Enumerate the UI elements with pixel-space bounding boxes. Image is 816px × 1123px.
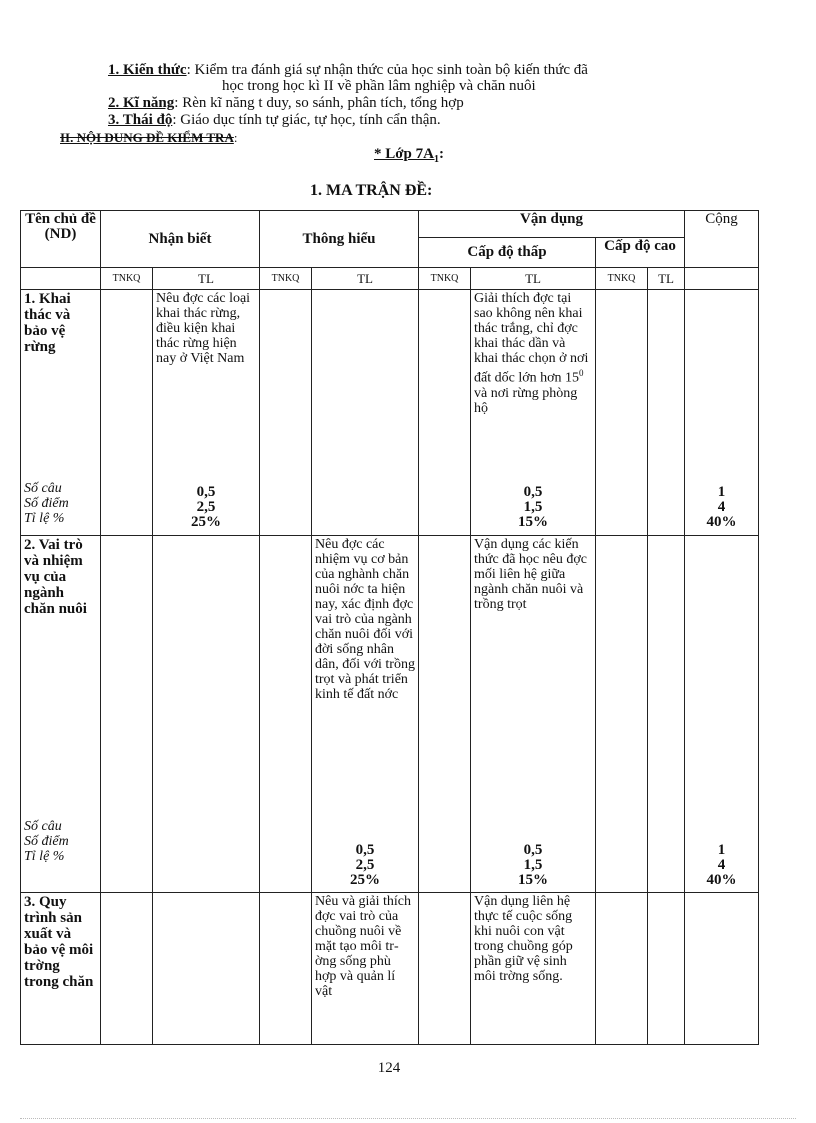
label-ratio: Tỉ lệ %: [24, 849, 65, 864]
stat-ratio: 40%: [706, 514, 737, 530]
topic-title: 3. Quy trình sản xuất và bảo vệ môi trờng trong chăn: [21, 893, 101, 1045]
stat-count: 0,5: [196, 484, 216, 500]
header-recognize: Nhận biết: [101, 211, 260, 268]
recognize-text: Nêu đợc các loại khai thác rừng, điều kiện khai thác rừng hiện nay ở Việt Nam: [156, 291, 251, 366]
matrix-title-colon: :: [427, 182, 433, 199]
cell-empty: [596, 893, 648, 1045]
low-text: [474, 291, 592, 416]
section-2-colon: :: [233, 130, 238, 145]
stat-ratio: 15%: [518, 872, 549, 888]
understand-cell: Nêu và giải thích đợc vai trò của chuồng nuôi về mặt tạo môi trờng sống phù hợp và quản lí vật: [312, 893, 419, 1045]
low-wrap: [474, 291, 592, 534]
topic-title: 1. Khai thác và bảo vệ rừng: [24, 291, 71, 355]
tnkq-1: TNKQ: [101, 268, 153, 290]
recognize-cell: [153, 290, 260, 536]
low-cell: [471, 290, 596, 536]
class-name: * Lớp 7A: [374, 146, 434, 162]
attitude-label: 3. Thái độ: [108, 112, 173, 128]
low-text-sup: 0: [579, 368, 584, 378]
stat-ratio: 25%: [191, 514, 221, 530]
cell-empty: [260, 290, 312, 536]
low-stats: [474, 485, 592, 530]
recognize-wrap: [156, 291, 256, 534]
tl-1: TL: [153, 268, 260, 290]
recognize-cell: [153, 536, 260, 893]
table-row: [21, 536, 759, 893]
header-apply: Vận dụng: [419, 211, 685, 238]
topic-title: 2. Vai trò và nhiệm vụ của ngành chăn nuôi: [24, 537, 87, 617]
cell-empty: [419, 536, 471, 893]
low-text-end: và nơi rừng phòng hộ: [474, 385, 578, 416]
stat-count: 0,5: [523, 842, 543, 858]
total-wrap: [688, 537, 755, 891]
label-count: Số câu: [24, 819, 62, 834]
header-topic: Tên chủ đề (ND): [21, 211, 101, 268]
label-ratio: Tỉ lệ %: [24, 511, 65, 526]
skill-label: 2. Kĩ năng: [108, 95, 175, 111]
topic-cell: [21, 536, 101, 893]
page-number: 124: [377, 1060, 401, 1076]
low-cell: Vận dụng liên hệ thực tế cuộc sống khi nuôi con vật trong chuồng góp phần giữ vệ sinh môi trờng sống.: [471, 893, 596, 1045]
stat-score: 1,5: [523, 499, 543, 515]
stat-score: 4: [717, 857, 726, 873]
table-row: [21, 893, 759, 1045]
header-row-3: [21, 268, 759, 290]
class-colon: :: [439, 146, 444, 162]
attitude-text: : Giáo dục tính tự giác, tự học, tính cẩn thận.: [172, 112, 441, 128]
class-title-text: [374, 146, 439, 165]
skill-line: [108, 95, 464, 112]
page-bottom-divider: [20, 1118, 796, 1119]
recognize-cell: [153, 893, 260, 1045]
topic-cell: [21, 290, 101, 536]
tnkq-4: TNKQ: [596, 268, 648, 290]
skill-text: : Rèn kĩ năng t duy, so sánh, phân tích, tổng hợp: [174, 95, 464, 111]
knowledge-text: : Kiểm tra đánh giá sự nhận thức của học sinh toàn bộ kiến thức đã: [186, 62, 588, 78]
tnkq-3: TNKQ: [419, 268, 471, 290]
low-stats: [474, 843, 592, 888]
understand-stats: [315, 843, 415, 888]
total-wrap: [688, 291, 755, 534]
class-title: [374, 146, 444, 168]
cell-empty: [648, 893, 685, 1045]
stat-count: 0,5: [523, 484, 543, 500]
cell-empty: [648, 536, 685, 893]
header-understand: Thông hiểu: [260, 211, 419, 268]
total-cell: [685, 536, 759, 893]
total-empty: [685, 268, 759, 290]
cell-empty: [419, 893, 471, 1045]
class-subscript: 1: [434, 154, 439, 165]
knowledge-label: 1. Kiến thức: [108, 62, 187, 78]
total-cell: [685, 290, 759, 536]
stat-count: 1: [717, 842, 726, 858]
total-stats: [688, 485, 755, 530]
stat-ratio: 25%: [350, 872, 380, 888]
header-low: Cấp độ thấp: [419, 238, 596, 268]
stat-ratio: 15%: [518, 514, 549, 530]
topic-wrap: [24, 537, 97, 891]
low-text-main: Giải thích đợc tại sao không nên khai thác trắng, chỉ đợc khai thác dần và khai thác chọn ở nơi đất dốc lớn hơn 15: [474, 291, 589, 386]
tnkq-2: TNKQ: [260, 268, 312, 290]
understand-text: Nêu đợc các nhiệm vụ cơ bản của nghành chăn nuôi nớc ta hiện nay, xác định đợc vai trò của ngành chăn nuôi đối với đời sống nhân dân, đối với trồng trọt và phát triển kinh tế đất nớc: [315, 537, 415, 702]
header-row-1: [21, 211, 759, 238]
tl-4: TL: [648, 268, 685, 290]
tl-3: TL: [471, 268, 596, 290]
stat-count: 0,5: [355, 842, 375, 858]
cell-empty: [419, 290, 471, 536]
total-cell: [685, 893, 759, 1045]
matrix-title-text: 1. MA TRẬN ĐỀ: [310, 182, 428, 199]
low-wrap: [474, 537, 592, 891]
stat-score: 2,5: [355, 857, 375, 873]
tl-2: TL: [312, 268, 419, 290]
section-2-heading: [60, 129, 237, 146]
stat-count: 1: [717, 484, 726, 500]
cell-empty: [260, 893, 312, 1045]
header-high: Cấp độ cao: [596, 238, 685, 268]
recognize-stats: [156, 485, 256, 530]
cell-empty: [596, 290, 648, 536]
cell-empty: [101, 290, 153, 536]
cell-empty: [101, 536, 153, 893]
attitude-line: [108, 112, 441, 129]
table-row: [21, 290, 759, 536]
topic-wrap: [24, 291, 97, 534]
header-total: Cộng: [685, 211, 759, 268]
understand-cell: [312, 290, 419, 536]
stat-score: 1,5: [523, 857, 543, 873]
label-count: Số câu: [24, 481, 62, 496]
understand-wrap: [315, 537, 415, 891]
matrix-table: [20, 210, 759, 1045]
header-empty: [21, 268, 101, 290]
stat-score: 2,5: [196, 499, 216, 515]
label-score: Số điểm: [24, 834, 69, 849]
label-score: Số điểm: [24, 496, 69, 511]
low-cell: [471, 536, 596, 893]
cell-empty: [260, 536, 312, 893]
total-stats: [688, 843, 755, 888]
section-2-label: II. NỘI DUNG ĐỀ KIỂM TRA: [60, 130, 234, 145]
stat-score: 4: [717, 499, 726, 515]
stat-labels: [24, 481, 69, 526]
cell-empty: [648, 290, 685, 536]
understand-cell: [312, 536, 419, 893]
knowledge-line: [108, 62, 588, 79]
knowledge-line-2: học trong học kì II về phần lâm nghiệp và chăn nuôi: [222, 78, 536, 94]
cell-empty: [101, 893, 153, 1045]
low-text: Vận dụng các kiến thức đã học nêu đợc mối liên hệ giữa ngành chăn nuôi và trồng trọt: [474, 537, 587, 612]
stat-labels: [24, 819, 69, 864]
cell-empty: [596, 536, 648, 893]
matrix-title: [310, 182, 432, 199]
stat-ratio: 40%: [706, 872, 737, 888]
